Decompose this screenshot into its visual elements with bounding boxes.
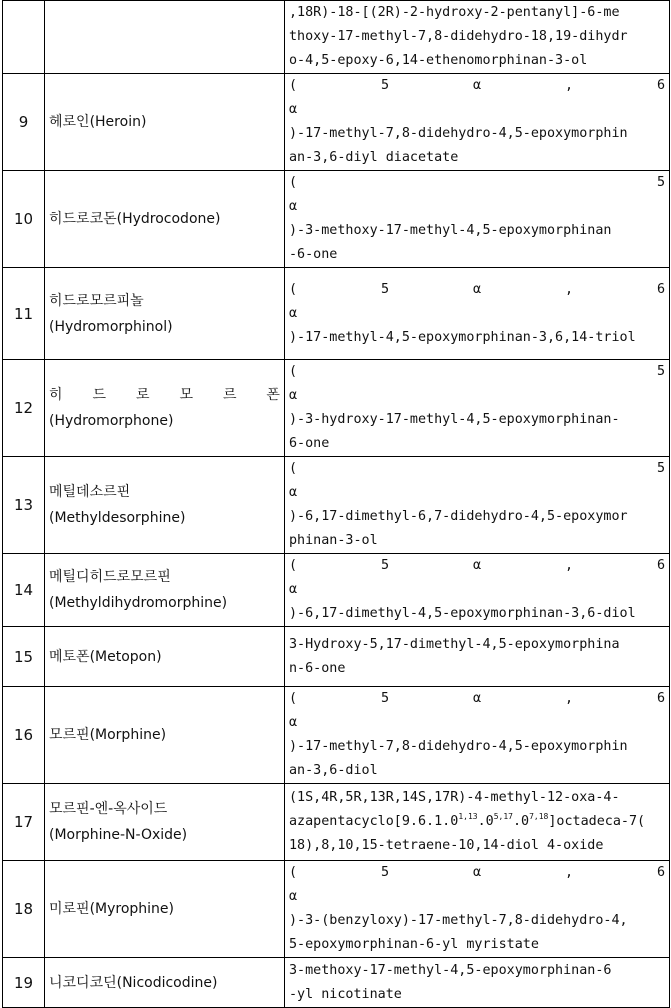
- chemical-name: [285, 784, 670, 861]
- table-row: [3, 457, 670, 554]
- chemical-name-line: )-17-methyl-7,8-didehydro-4,5-epoxymorphin: [289, 126, 628, 141]
- chemical-name: [285, 171, 670, 268]
- chemical-name-line: -yl nicotinate: [289, 986, 402, 1002]
- table-row: [3, 360, 670, 457]
- row-number: 10: [3, 171, 45, 268]
- row-number: 18: [3, 861, 45, 958]
- table-row: [3, 861, 670, 958]
- superscript: 1,13: [458, 812, 478, 821]
- spread-token: α: [472, 281, 482, 297]
- name-char: 르: [222, 387, 237, 403]
- chemical-name-line: phinan-3-ol: [289, 533, 378, 548]
- substance-table: [2, 0, 670, 1008]
- substance-name-line: [49, 382, 280, 408]
- chemical-name-line: (1S,4R,5R,13R,14S,17R)-4-methyl-12-oxa-4-: [289, 790, 620, 805]
- row-number: 17: [3, 784, 45, 861]
- chemical-name-line: α: [289, 582, 298, 597]
- row-number: 14: [3, 554, 45, 627]
- chemical-name-line: α: [289, 889, 298, 904]
- substance-name: [45, 360, 285, 457]
- chemical-name: [285, 687, 670, 784]
- spread-token: (: [289, 281, 298, 297]
- chemical-name-line: n-6-one: [289, 660, 346, 676]
- chemical-name-line: )-17-methyl-4,5-epoxymorphinan-3,6,14-triol: [289, 329, 636, 345]
- chemical-name-line: [289, 810, 665, 834]
- chemical-name-line: [289, 278, 665, 302]
- name-char: 폰: [266, 387, 280, 403]
- spread-token: α: [472, 865, 482, 880]
- row-number: 12: [3, 360, 45, 457]
- substance-name-line: (Methyldesorphine): [49, 510, 186, 526]
- spread-token: ,: [564, 281, 574, 297]
- spread-token: α: [472, 558, 482, 573]
- substance-name: [45, 861, 285, 958]
- table-row: [3, 268, 670, 360]
- substance-name: [45, 457, 285, 554]
- substance-name: [45, 554, 285, 627]
- spread-token: (: [289, 558, 298, 573]
- chemical-name-line: [289, 554, 665, 578]
- chemical-name-line: 18),8,10,15-tetraene-10,14-diol 4-oxide: [289, 838, 604, 853]
- spread-token: 6: [656, 865, 665, 880]
- chemical-name-line: )-3-methoxy-17-methyl-4,5-epoxymorphinan: [289, 223, 612, 238]
- spread-token: 5: [656, 461, 665, 476]
- substance-name-line: (Methyldihydromorphine): [49, 595, 228, 611]
- chemical-name-line: 6-one: [289, 436, 330, 451]
- superscript: 7,18: [529, 812, 549, 821]
- chemical-name: [285, 360, 670, 457]
- chemical-name-line: [289, 171, 665, 195]
- spread-token: α: [472, 78, 482, 93]
- substance-name: [45, 784, 285, 861]
- substance-name-line: 미로핀(Myrophine): [49, 901, 175, 917]
- row-number: 11: [3, 268, 45, 360]
- chemical-name-line: -6-one: [289, 247, 338, 262]
- substance-name-line: 메토폰(Metopon): [49, 648, 162, 665]
- spread-token: ,: [564, 691, 574, 706]
- row-number: 19: [3, 958, 45, 1008]
- spread-token: 5: [380, 865, 390, 880]
- table-row: [3, 171, 670, 268]
- spread-token: 5: [656, 364, 665, 379]
- chemical-name-line: α: [289, 715, 298, 730]
- chemical-name-line: [289, 861, 665, 885]
- spread-token: ,: [564, 78, 574, 93]
- substance-name: [45, 687, 285, 784]
- row-number: 9: [3, 74, 45, 171]
- name-char: 로: [135, 387, 150, 403]
- substance-name-line: 모르핀(Morphine): [49, 727, 167, 743]
- substance-name-line: (Morphine-N-Oxide): [49, 827, 188, 843]
- chemical-name-line: )-6,17-dimethyl-6,7-didehydro-4,5-epoxymor: [289, 509, 628, 524]
- chemical-name-line: 5-epoxymorphinan-6-yl myristate: [289, 937, 539, 952]
- spread-token: ,: [564, 865, 574, 880]
- spread-token: α: [472, 691, 482, 706]
- spread-token: 6: [656, 78, 665, 93]
- chemical-name-line: an-3,6-diyl diacetate: [289, 150, 459, 165]
- spread-token: ,: [564, 558, 574, 573]
- spread-token: (: [289, 175, 298, 190]
- chemical-name-line: [289, 457, 665, 481]
- substance-name-line: 메틸디히드로모르핀: [49, 569, 171, 585]
- spread-token: 5: [380, 558, 390, 573]
- spread-token: 6: [656, 281, 665, 297]
- table-row: [3, 554, 670, 627]
- substance-name-line: 헤로인(Heroin): [49, 114, 147, 130]
- chemical-name: [285, 268, 670, 360]
- spread-token: (: [289, 865, 298, 880]
- spread-token: (: [289, 364, 298, 379]
- table-body: [3, 1, 670, 1008]
- table-row: [3, 958, 670, 1008]
- chemical-name-line: α: [289, 199, 298, 214]
- spread-token: 5: [380, 78, 390, 93]
- formula-part: .0: [477, 814, 494, 829]
- spread-token: 5: [656, 175, 665, 190]
- formula-part: ]octadeca-7(: [548, 814, 646, 829]
- table-row: [3, 784, 670, 861]
- substance-name-line: 메틸데소르핀: [49, 484, 131, 500]
- chemical-name-line: α: [289, 305, 298, 321]
- chemical-name-line: α: [289, 388, 298, 403]
- substance-name: [45, 958, 285, 1008]
- table-row: [3, 687, 670, 784]
- chemical-name: [285, 861, 670, 958]
- chemical-name-line: )-3-hydroxy-17-methyl-4,5-epoxymorphinan-: [289, 412, 620, 427]
- chemical-name-line: )-3-(benzyloxy)-17-methyl-7,8-didehydro-4,: [289, 913, 628, 928]
- substance-name-line: (Hydromorphinol): [49, 318, 173, 335]
- chemical-name-line: )-17-methyl-7,8-didehydro-4,5-epoxymorphin: [289, 739, 628, 754]
- row-number: 13: [3, 457, 45, 554]
- chemical-name-line: ,18R)-18-[(2R)-2-hydroxy-2-pentanyl]-6-me: [289, 5, 620, 20]
- chemical-name-line: [289, 74, 665, 98]
- chemical-name-line: o-4,5-epoxy-6,14-ethenomorphinan-3-ol: [289, 53, 588, 68]
- spread-token: 5: [380, 281, 390, 297]
- row-number: [3, 1, 45, 74]
- chemical-name-line: 3-Hydroxy-5,17-dimethyl-4,5-epoxymorphina: [289, 636, 620, 652]
- spread-token: 5: [380, 691, 390, 706]
- substance-name-line: 히드로모르피놀: [49, 292, 144, 309]
- chemical-name-line: [289, 360, 665, 384]
- chemical-name-line: )-6,17-dimethyl-4,5-epoxymorphinan-3,6-diol: [289, 606, 636, 621]
- substance-name-line: 모르핀-엔-옥사이드: [49, 801, 168, 817]
- chemical-name-line: α: [289, 102, 298, 117]
- substance-name: [45, 627, 285, 687]
- substance-name-line: 히드로코돈(Hydrocodone): [49, 211, 221, 227]
- table-row: [3, 74, 670, 171]
- chemical-name-line: an-3,6-diol: [289, 763, 378, 778]
- formula-part: azapentacyclo[9.6.1.0: [289, 814, 459, 829]
- substance-name: [45, 1, 285, 74]
- chemical-name: [285, 627, 670, 687]
- chemical-name: [285, 1, 670, 74]
- row-number: 16: [3, 687, 45, 784]
- name-char: 모: [179, 387, 193, 403]
- chemical-name: [285, 554, 670, 627]
- spread-token: 6: [656, 691, 665, 706]
- row-number: 15: [3, 627, 45, 687]
- table-row: [3, 1, 670, 74]
- name-char: 드: [92, 387, 107, 403]
- substance-name-line: 니코디코딘(Nicodicodine): [49, 974, 218, 991]
- chemical-name-line: [289, 687, 665, 711]
- spread-token: (: [289, 461, 298, 476]
- chemical-name-line: 3-methoxy-17-methyl-4,5-epoxymorphinan-6: [289, 962, 612, 978]
- spread-token: (: [289, 691, 298, 706]
- spread-token: 6: [656, 558, 665, 573]
- table-row: [3, 627, 670, 687]
- formula-part: .0: [512, 814, 530, 829]
- substance-name: [45, 268, 285, 360]
- spread-token: (: [289, 78, 298, 93]
- superscript: 5,17: [493, 812, 513, 821]
- chemical-name: [285, 958, 670, 1008]
- chemical-name-line: thoxy-17-methyl-7,8-didehydro-18,19-dihydr: [289, 29, 628, 44]
- substance-name: [45, 74, 285, 171]
- substance-name-line: (Hydromorphone): [49, 413, 174, 429]
- chemical-name: [285, 74, 670, 171]
- chemical-name-line: α: [289, 485, 298, 500]
- chemical-name: [285, 457, 670, 554]
- name-char: 히: [49, 387, 63, 403]
- substance-name: [45, 171, 285, 268]
